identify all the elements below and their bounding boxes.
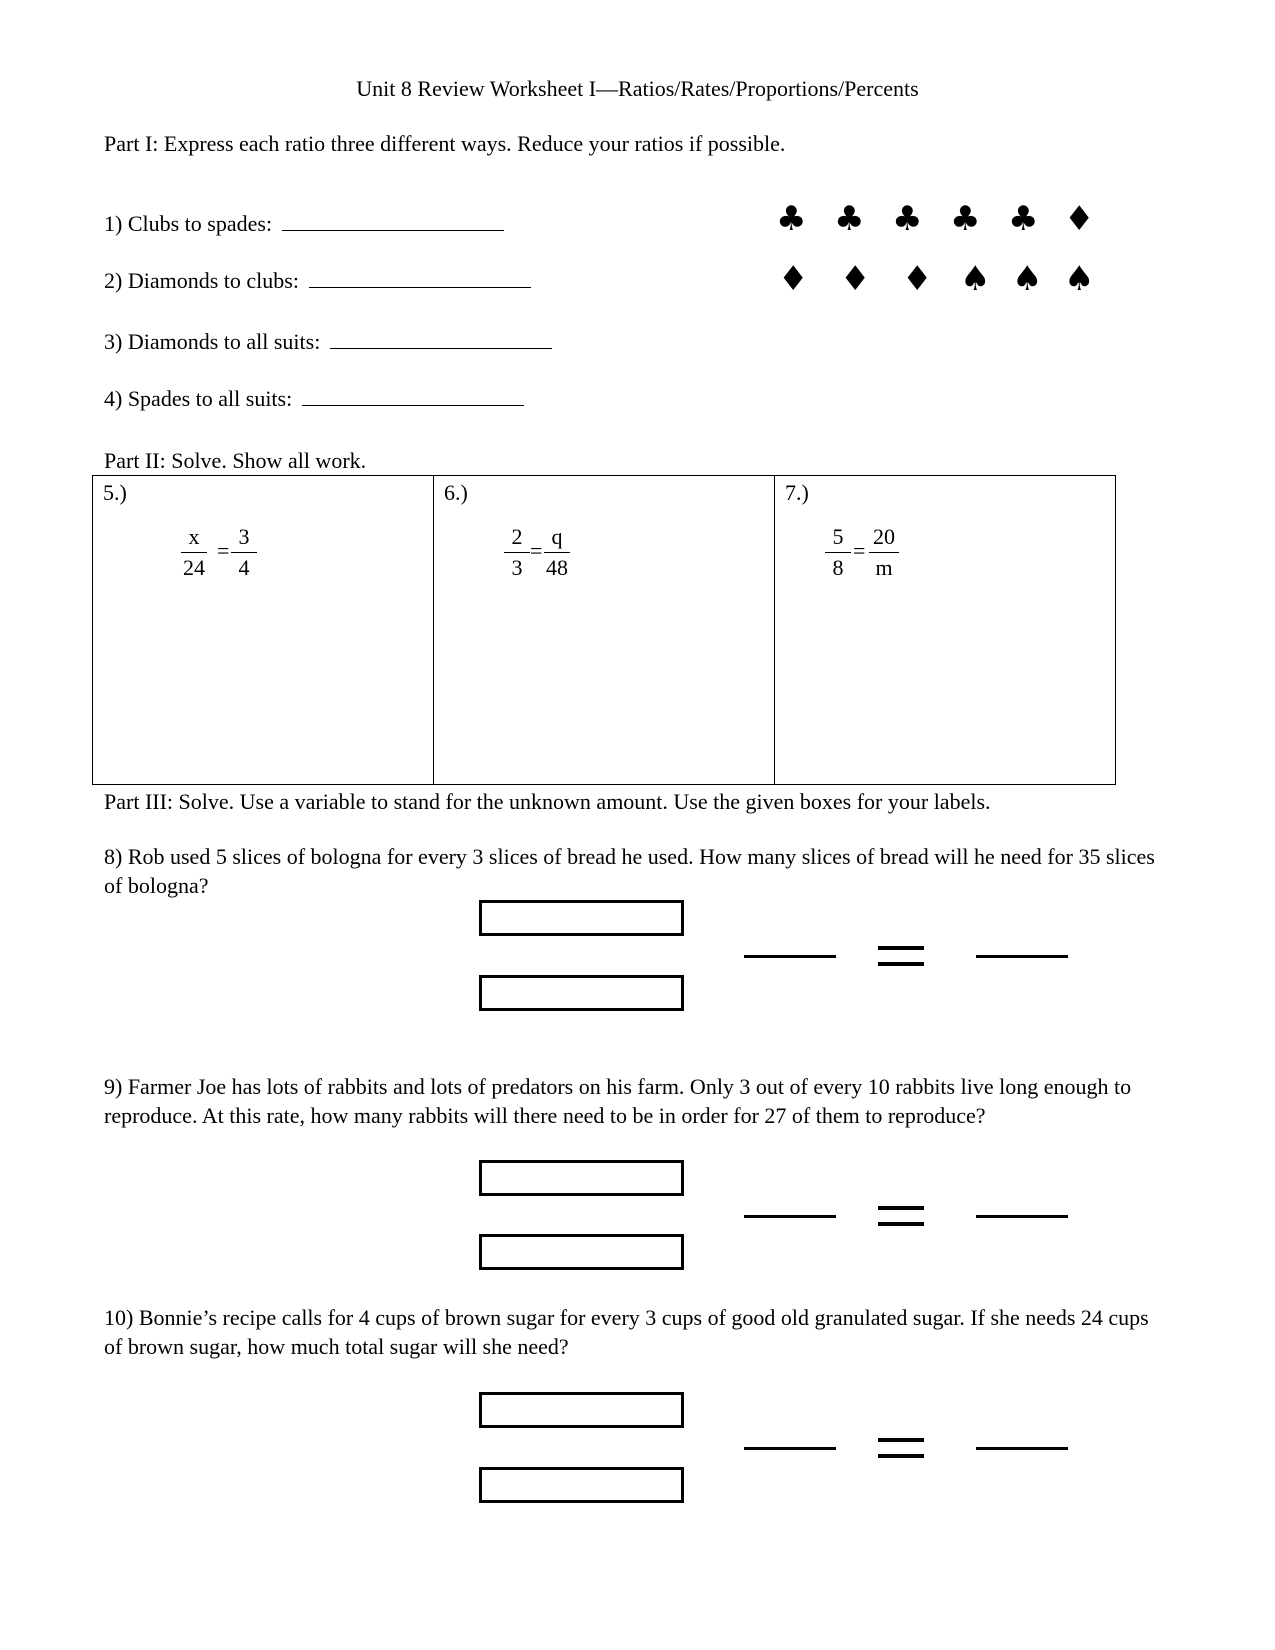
fraction-left-6 — [504, 526, 530, 579]
equals-bar-8-top — [878, 946, 924, 950]
numerator: 20 — [869, 526, 899, 553]
fraction-line-10-left[interactable] — [744, 1447, 836, 1450]
fraction-left-7 — [825, 526, 851, 579]
question-1-text: 1) Clubs to spades: — [104, 211, 273, 236]
page-title: Unit 8 Review Worksheet I—Ratios/Rates/Proportions/Percents — [356, 76, 919, 101]
club-icon: ♣ — [892, 199, 923, 239]
numerator: 3 — [231, 526, 257, 553]
question-2-text: 2) Diamonds to clubs: — [104, 268, 299, 293]
work-cell-7[interactable] — [775, 476, 1117, 784]
fraction-line-9-left[interactable] — [744, 1215, 836, 1218]
question-4 — [104, 388, 524, 410]
label-box-10-bottom[interactable] — [479, 1467, 684, 1503]
label-box-9-bottom[interactable] — [479, 1234, 684, 1270]
denominator: 8 — [832, 555, 844, 580]
denominator: m — [875, 555, 893, 580]
answer-blank-1[interactable] — [282, 214, 504, 231]
numerator: q — [544, 526, 570, 553]
work-cell-6[interactable] — [434, 476, 775, 784]
numerator: 2 — [504, 526, 530, 553]
answer-blank-2[interactable] — [309, 271, 531, 288]
fraction-line-8-right[interactable] — [976, 955, 1068, 958]
label-box-8-top[interactable] — [479, 900, 684, 936]
equals-bar-10-top — [878, 1438, 924, 1442]
equals-bar-8-bottom — [878, 962, 924, 966]
equals-bar-9-top — [878, 1206, 924, 1210]
question-2 — [104, 270, 531, 292]
fraction-right-6 — [544, 526, 570, 579]
denominator: 3 — [511, 555, 523, 580]
diamond-icon: ♦ — [1064, 199, 1095, 239]
problem-9-text: 9) Farmer Joe has lots of rabbits and lots of predators on his farm. Only 3 out of every 10 rabbits live long enough to reproduce. At this rate, how many rabbits will there need to be in order for 27 of them to reproduce? — [104, 1074, 1132, 1128]
problem-number-7: 7.) — [785, 480, 809, 505]
problem-10-text: 10) Bonnie’s recipe calls for 4 cups of brown sugar for every 3 cups of good old granulated sugar. If she needs 24 cups of brown sugar, how much total sugar will she need? — [104, 1305, 1149, 1359]
problem-8-text: 8) Rob used 5 slices of bologna for every 3 slices of bread he used. How many slices of bread will he need for 35 slices of bologna? — [104, 844, 1155, 898]
spade-icon: ♠ — [1064, 259, 1095, 299]
equals-bar-10-bottom — [878, 1454, 924, 1458]
numerator: x — [181, 526, 207, 553]
equals-sign: = — [217, 538, 230, 563]
fraction-line-8-left[interactable] — [744, 955, 836, 958]
club-icon: ♣ — [834, 199, 865, 239]
denominator: 48 — [546, 555, 568, 580]
question-3-text: 3) Diamonds to all suits: — [104, 329, 321, 354]
club-icon: ♣ — [776, 199, 807, 239]
fraction-line-9-right[interactable] — [976, 1215, 1068, 1218]
fraction-line-10-right[interactable] — [976, 1447, 1068, 1450]
club-icon: ♣ — [1008, 199, 1039, 239]
label-box-9-top[interactable] — [479, 1160, 684, 1196]
question-3 — [104, 331, 552, 353]
club-icon: ♣ — [950, 199, 981, 239]
part2-heading: Part II: Solve. Show all work. — [104, 448, 367, 473]
equals-bar-9-bottom — [878, 1222, 924, 1226]
diamond-icon: ♦ — [840, 259, 871, 299]
fraction-right-7 — [869, 526, 899, 579]
denominator: 4 — [238, 555, 250, 580]
diamond-icon: ♦ — [902, 259, 933, 299]
fraction-right-5 — [231, 526, 257, 579]
label-box-8-bottom[interactable] — [479, 975, 684, 1011]
question-4-text: 4) Spades to all suits: — [104, 386, 293, 411]
problem-number-6: 6.) — [444, 480, 468, 505]
answer-blank-3[interactable] — [330, 332, 552, 349]
label-box-10-top[interactable] — [479, 1392, 684, 1428]
part3-heading: Part III: Solve. Use a variable to stand for the unknown amount. Use the given boxes for your labels. — [104, 789, 991, 814]
problem-number-5: 5.) — [103, 480, 127, 505]
spade-icon: ♠ — [960, 259, 991, 299]
work-cell-5[interactable] — [93, 476, 434, 784]
work-grid — [92, 475, 1116, 785]
part1-heading: Part I: Express each ratio three different ways. Reduce your ratios if possible. — [104, 131, 786, 156]
numerator: 5 — [825, 526, 851, 553]
question-1 — [104, 213, 504, 235]
answer-blank-4[interactable] — [302, 389, 524, 406]
equals-sign: = — [530, 538, 543, 563]
spade-icon: ♠ — [1012, 259, 1043, 299]
diamond-icon: ♦ — [778, 259, 809, 299]
denominator: 24 — [183, 555, 205, 580]
equals-sign: = — [853, 538, 866, 563]
fraction-left-5 — [181, 526, 207, 579]
